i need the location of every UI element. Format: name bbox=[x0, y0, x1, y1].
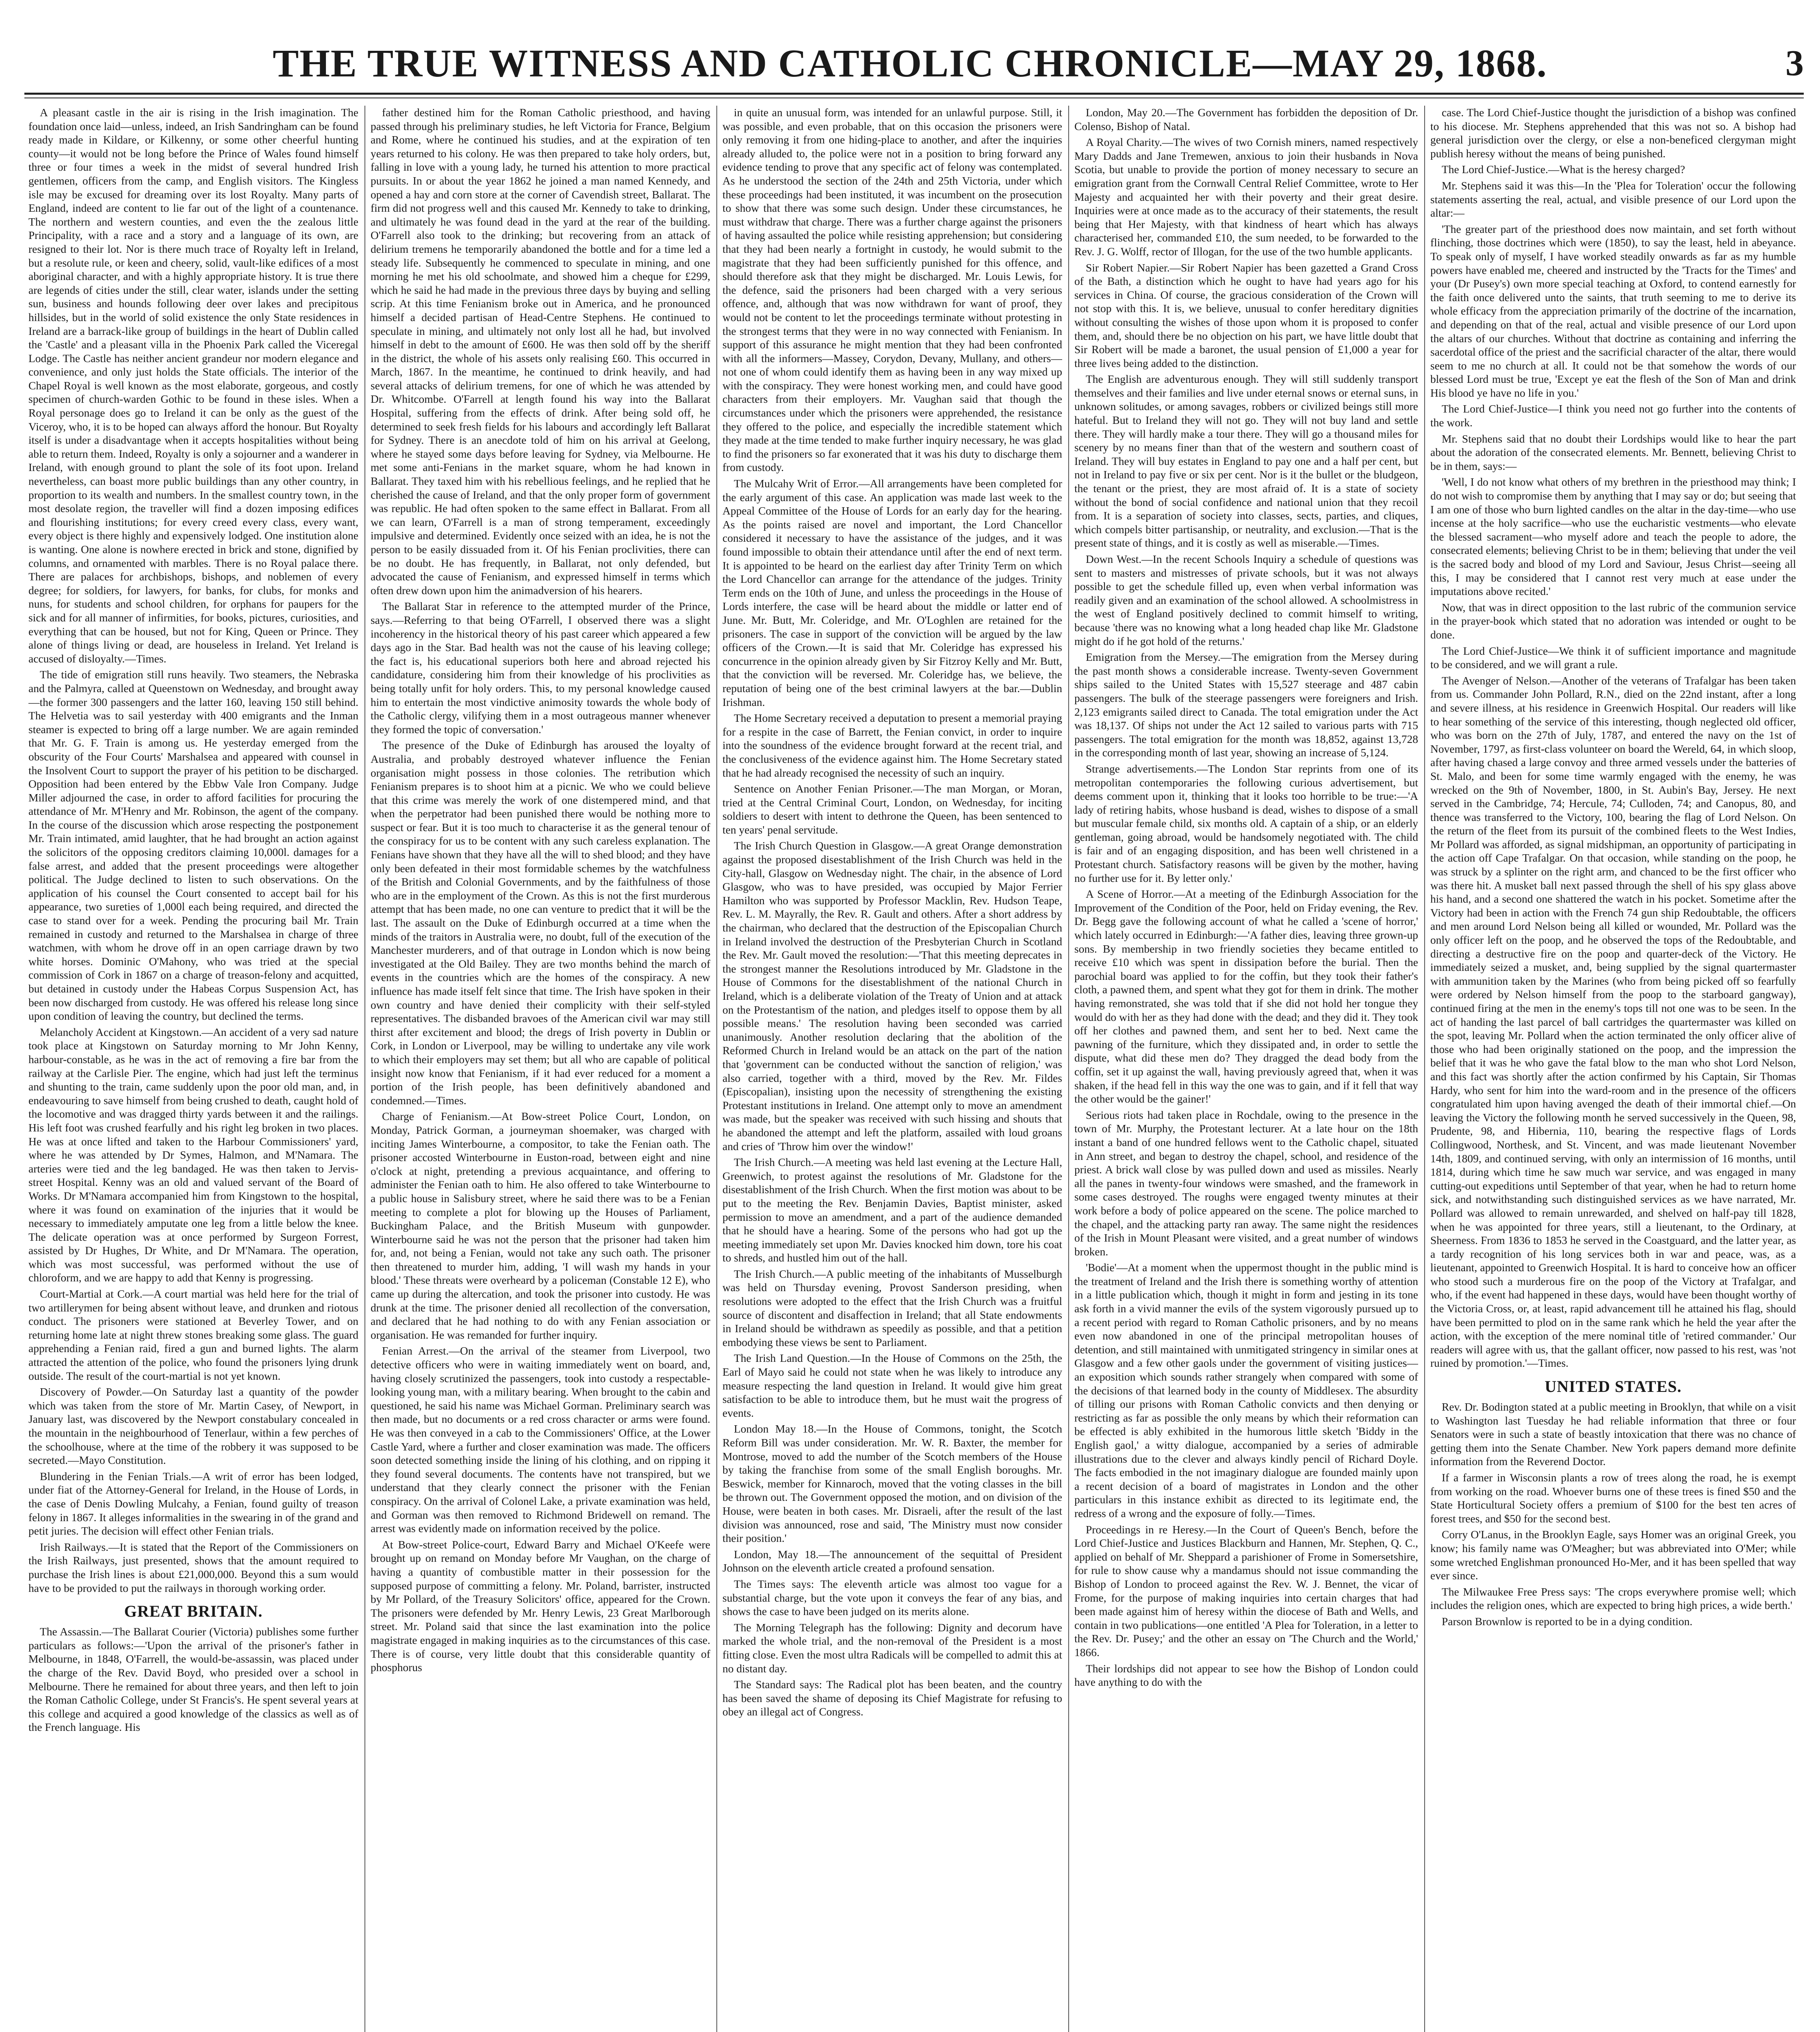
article-paragraph: in quite an unusual form, was intended for an unlawful purpose. Still, it was possible, and even probable, that on this occasion the prisoners were only removing it from one hiding-place to another, and after the inquiries already alluded to, the police were not in a position to bring forward any evidence tending to prove that any specific act of felony was contemplated. As he understood the section of the 24th and 25th Victoria, under which these proceedings had been instituted, it was incumbent on the prosecution to show that there was some such design. Under these circumstances, he must withdraw that charge. There was a further charge against the prisoners of having assaulted the police while resisting apprehension; but considering that they had been nearly a fortnight in custody, he would submit to the magistrate that they had been sufficiently punished for this offence, and should therefore ask that they might be discharged. Mr. Louis Lewis, for the defence, said the prisoners had been charged with a very serious offence, and, although that was now withdrawn for want of proof, they would not be content to let the proceedings terminate without protesting in the strongest terms that they were in no way connected with Fenianism. In support of this assurance he might mention that they had been confronted with all the informers—Massey, Corydon, Devany, Mullany, and others—not one of whom could identify them as having been in any way mixed up with the conspiracy. They were honest working men, and could have good characters from their employers. Mr. Vaughan said that though the circumstances under which the prisoners were apprehended, the resistance they offered to the police, and especially the incredible statement which they made at the time tended to make further inquiry necessary, he was glad to find the prisoners so far exonerated that it was his duty to discharge them from custody. bbox=[722, 106, 1062, 474]
article-paragraph: The Times says: The eleventh article was almost too vague for a substantial charge, but the vote upon it conveys the fear of any bias, and shows the case to have been judged on its merits alone. bbox=[722, 1577, 1062, 1618]
article-paragraph: 'The greater part of the priesthood does now maintain, and set forth without flinching, those doctrines which were (1850), to say the least, held in abeyance. To speak only of myself, I have worked steadily onwards as far as my humble powers have enabled me, cheered and instructed by the 'Tracts for the Times' and your (Dr Pusey's) own more special teaching at Oxford, to contend earnestly for the faith once delivered unto the saints, that truth seeming to me to derive its whole efficacy from the appreciation primarily of the doctrine of the incarnation, and depending on that of the real, actual and visible presence of our Lord upon the altars of our churches. Without that doctrine as containing and inferring the sacerdotal office of the priest and the sacrificial character of the altar, there would seem to me no church at all. It could not be that somehow the words of our blessed Lord must be true, 'Except ye eat the flesh of the Son of Man and drink His blood ye have no life in you.' bbox=[1430, 222, 1796, 399]
article-paragraph: The Irish Land Question.—In the House of Commons on the 25th, the Earl of Mayo said he could not state when he was likely to introduce any measure respecting the land question in Ireland. It would give him great satisfaction to be able to introduce them, but he must wait the progress of events. bbox=[722, 1352, 1062, 1419]
article-paragraph: Blundering in the Fenian Trials.—A writ of error has been lodged, under fiat of the Attorney-General for Ireland, in the House of Lords, in the case of Denis Dowling Mulcahy, a Fenian, found guilty of treason felony in 1867. It alleges informalities in the swearing in of the grand and petit juries. The decision will effect other Fenian trials. bbox=[28, 1470, 358, 1537]
article-paragraph: A pleasant castle in the air is rising in the Irish imagination. The foundation once laid—unless, indeed, an Irish Sandringham can be found ready made in Kildare, or Kilkenny, or some other cheerful hunting county—it would not be long before the Prince of Wales found himself three or four times a week in the midst of several hundred Irish gentlemen, officers from the camp, and English visitors. The Kingless isle may be excused for dreaming over its lost Royalty. Many parts of England, indeed are content to lie far out of the light of a countenance. The northern and western counties, and even the the zealous little Principality, with a race and a story and a language of its own, are resigned to their lot. Nor is there much trace of Royalty left in Ireland, but a resolute rule, or keen and cheery, solid, vault-like edifices of a most aboriginal character, and with a highly appropriate history. It is true there are legends of cities under the still, clear water, islands under the setting sun, business and hounds following deer over lakes and precipitous hillsides, but in the world of solid existence the only State residences in Ireland are a barrack-like group of buildings in the heart of Dublin called the 'Castle' and a pleasant villa in the Phoenix Park called the Viceregal Lodge. The Castle has neither ancient grandeur nor modern elegance and convenience, and only just holds the State officials. The interior of the Chapel Royal is well known as the most elaborate, gorgeous, and costly specimen of church-warden Gothic to be found in these isles. When a Royal personage does go to Ireland it can be only as the guest of the Viceroy, who, it is to be hoped can always afford the honour. But Royalty itself is under a disadvantage when it accepts hospitalities without being able to return them. Indeed, Royalty is only a sojourner and a wanderer in Ireland, with enough ground to plant the sole of its foot upon. Ireland nevertheless, can boast more public buildings than any other country, in proportion to its wealth and numbers. In the smallest country town, in the most desolate region, the traveller will find a dozen imposing edifices and flourishing institutions; for every creed every class, every want, every object is there highly and expensively lodged. One institution alone is wanting. One alone is nowhere erected in brick and stone, dignified by columns, and ornamented with marbles. There is no Royal palace there. There are palaces for archbishops, bishops, and noblemen of every degree; for soldiers, for lawyers, for banks, for clubs, for monks and nuns, for students and school children, for orphans for paupers for the sick and for all manner of infirmities, for books, pictures, curiosities, and everything that can be housed, but not for King, Queen or Prince. They alone of things living or dead, are houseless in Ireland. Yet Ireland is accused of disloyalty.—Times. bbox=[28, 106, 358, 665]
article-paragraph: 'Well, I do not know what others of my brethren in the priesthood may think; I do not wish to compromise them by anything that I may say or do; but seeing that I am one of those who burn lighted candles on the altar in the day-time—who use incense at the holy sacrifice—who use the eucharistic vestments—who elevate the blessed sacrament—who myself adore and teach the people to adore, the consecrated elements; believing Christ to be in them; believing that under the veil is the sacred body and blood of my Lord and Saviour, Jesus Christ—seeing all this, I may be considered that I cannot rest very much at ease under the imputations above recited.' bbox=[1430, 475, 1796, 598]
article-paragraph: London, May 18.—The announcement of the sequittal of President Johnson on the eleventh article created a profound sensation. bbox=[722, 1548, 1062, 1574]
column-divider bbox=[1424, 106, 1425, 2032]
article-paragraph: Strange advertisements.—The London Star reprints from one of its metropolitan contemporaries the following curious advertisement, but deems comment upon it, thinking that it looks too horrible to be true:—'A lady of retiring habits, whose husband is dead, wishes to dispose of a small but muscular female child, six months old. A captain of a ship, or an elderly gentleman, going abroad, would be handsomely negotiated with. The child is fair and of an engaging disposition, and has been well christened in a Protestant church. Satisfactory reasons will be given by the mother, having no further use for it. By letter only.' bbox=[1074, 762, 1418, 884]
article-paragraph: The Lord Chief-Justice—I think you need not go further into the contents of the work. bbox=[1430, 402, 1796, 429]
article-paragraph: The Standard says: The Radical plot has been beaten, and the country has been saved the shame of deposing its Chief Magistrate for refusing to obey an illegal act of Congress. bbox=[722, 1678, 1062, 1718]
article-paragraph: The Assassin.—The Ballarat Courier (Victoria) publishes some further particulars as follows:—'Upon the arrival of the prisoner's father in Melbourne, in 1848, O'Farrell, the would-be-assassin, was placed under the charge of the Rev. David Boyd, who presided over a school in Melbourne. There he remained for about three years, and then left to join the Roman Catholic College, under St Francis's. He spent several years at this college and acquired a good knowledge of the classics as well as of the French language. His bbox=[28, 1625, 358, 1734]
article-paragraph: The Morning Telegraph has the following: Dignity and decorum have marked the whole trial, and the non-removal of the President is a most fitting close. Even the most ultra Radicals will be compelled to admit this at no distant day. bbox=[722, 1621, 1062, 1675]
article-paragraph: Serious riots had taken place in Rochdale, owing to the presence in the town of Mr. Murphy, the Protestant lecturer. At a late hour on the 18th instant a band of one hundred fellows went to the Catholic chapel, situated in Ann street, and began to destroy the chapel, school, and residence of the priest. A brick wall close by was pulled down and used as missiles. Nearly all the panes in twenty-four windows were smashed, and the framework in some cases destroyed. The roughs were engaged twenty minutes at their work before a body of police appeared on the scene. The police marched to the chapel, and the attacking party ran away. The same night the residences of the Irish in Mount Pleasant were visited, and a great number of windows broken. bbox=[1074, 1108, 1418, 1258]
article-paragraph: At Bow-street Police-court, Edward Barry and Michael O'Keefe were brought up on remand on Monday before Mr Vaughan, on the charge of having a quantity of combustible matter in their possession for the supposed purpose of committing a felony. Mr. Poland, barrister, instructed by Mr Pollard, of the Treasury Solicitors' office, appeared for the Crown. The prisoners were defended by Mr. Henry Lewis, 23 Great Marlborough street. Mr. Poland said that since the last examination into the police magistrate engaged in making inquiries as to the circumstances of this case. There is of course, very little doubt that this considerable quantity of phosphorus bbox=[371, 1538, 710, 1674]
article-paragraph: Melancholy Accident at Kingstown.—An accident of a very sad nature took place at Kingstown on Saturday morning to Mr John Kenny, harbour-constable, as he was in the act of removing a fire bar from the railway at the Carlisle Pier. The engine, which had just left the terminus and shunting to the train, came suddenly upon the poor old man, and, in endeavouring to save himself from being crushed to death, caught hold of the locomotive and was dragged thirty yards between it and the railings. His left foot was crushed fearfully and his right leg broken in two places. He was at once lifted and taken to the Harbour Commissioners' yard, where he was attended by Dr Symes, Halmon, and M'Namara. The arteries were tied and the leg bandaged. He was then taken to Jervis-street Hospital. Kenny was an old and valued servant of the Board of Works. Dr M'Namara accompanied him from Kingstown to the hospital, where it was found on examination of the injuries that it would be necessary to immediately amputate one leg from a little below the knee. The delicate operation was at once performed by Surgeon Forrest, assisted by Dr Hughes, Dr White, and Dr M'Namara. The operation, which was most successful, was performed without the use of chloroform, and we are happy to add that Kenny is progressing. bbox=[28, 1025, 358, 1284]
article-paragraph: London, May 20.—The Government has forbidden the deposition of Dr. Colenso, Bishop of Natal. bbox=[1074, 106, 1418, 132]
article-paragraph: The Ballarat Star in reference to the attempted murder of the Prince, says.—Referring to that being O'Farrell, I observed there was a slight incoherency in the historical theory of his past career which appeared a few days ago in the Star. Bad health was not the cause of his leaving college; the fact is, his educational superiors both here and abroad rejected his candidature, considering him from their knowledge of his proclivities as being totally unfit for holy orders. This, to my personal knowledge caused him to entertain the most vindictive animosity towards the whole body of the Catholic clergy, vilifying them in a most outrageous manner whenever they formed the topic of conversation.' bbox=[371, 600, 710, 736]
article-paragraph: 'Bodie'—At a moment when the uppermost thought in the public mind is the treatment of Ireland and the Irish there is something worthy of attention in a little publication which, though it might in form and jesting in its tone ask forth in a vivid manner the evils of the system vigorously pursued up to a recent period with regard to Roman Catholic prisoners, and by no means even now abandoned in one of the principal metropolitan houses of detention, and still maintained with unmitigated stringency in similar ones at Glasgow and a few other gaols under the government of visiting justices—an exposition which sounds rather strangely when compared with some of the decisions of that learned body in the county of Middlesex. The absurdity of tilling our prisons with Roman Catholic convicts and then denying or restricting as far as possible the only means by which their reformation can be effected is ably exhibited in the humorous little sketch 'Biddy in the English gaol,' a witty dialogue, accompanied by a series of admirable illustrations due to the clever and always kindly pencil of Richard Doyle. The facts embodied in the not imaginary dialogue are founded mainly upon a recent decision of a board of magistrates in London and the other particulars in this instance exhibit as directed to its legitimate end, the redress of a wrong and the exposure of folly.—Times. bbox=[1074, 1261, 1418, 1520]
article-paragraph: case. The Lord Chief-Justice thought the jurisdiction of a bishop was confined to his diocese. Mr. Stephens apprehended that this was not so. A bishop had general jurisdiction over the clergy, or else a non-beneficed clergyman might publish heresy without the means of being punished. bbox=[1430, 106, 1796, 160]
article-paragraph: Corry O'Lanus, in the Brooklyn Eagle, says Homer was an original Greek, you know; his family name was O'Meagher; but was abbreviated into O'Mer; while some wretched Englishman pronounced Ho-Mer, and it has been spelled that way ever since. bbox=[1430, 1528, 1796, 1582]
column-1 bbox=[28, 106, 358, 2032]
article-paragraph: The tide of emigration still runs heavily. Two steamers, the Nebraska and the Palmyra, called at Queenstown on Wednesday, and brought away—the former 300 passengers and the latter 160, leaving 150 still behind. The Helvetia was to sail yesterday with 400 emigrants and the Inman steamer is expected to bring off a large number. We are again reminded that Mr. G. F. Train is among us. He yesterday emerged from the obscurity of the Four Courts' Marshalsea and appeared with counsel in the Insolvent Court to support the prayer of his petition to be discharged. Opposition had been entered by the Ebbw Vale Iron Company. Judge Miller adjourned the case, in order to afford facilities for procuring the attendance of Mr. M'Henry and Mr. Robinson, the agent of the company. In the course of the discussion which arose respecting the postponement Mr. Train intimated, amid laughter, that he had brought an action against the solicitors of the opposing creditors claiming 10,000l. damages for a false arrest, and added that the present proceedings were altogether political. The Judge declined to listen to such observations. On the application of his counsel the Court consented to accept bail for his appearance, two sureties of 1,000l each being required, and directed the case to stand over for a week. Pending the procuring bail Mr. Train remained in custody and returned to the Marshalsea in charge of three watchmen, with whom he drove off in an open carriage drawn by two white horses. Dominic O'Mahony, who was tried at the special commission of Cork in 1867 on a charge of treason-felony and acquitted, but detained in custody under the Habeas Corpus Suspension Act, has been now discharged from custody. He was offered his release long since upon condition of leaving the country, but declined the terms. bbox=[28, 668, 358, 1023]
article-paragraph: Charge of Fenianism.—At Bow-street Police Court, London, on Monday, Patrick Gorman, a journeyman shoemaker, was charged with inciting James Winterbourne, a compositor, to take the Fenian oath. The prisoner accosted Winterbourne in Euston-road, between eight and nine o'clock at night, pretending a previous acquaintance, and offering to administer the Fenian oath to him. He also offered to take Winterbourne to a public house in Salisbury street, where he said there was to be a Fenian meeting to complete a plot for blowing up the Houses of Parliament, Buckingham Palace, and the British Museum with gunpowder. Winterbourne said he was not the person that the prisoner had taken him for, and, not being a Fenian, would not take any such oath. The prisoner then threatened to murder him, adding, 'I will wash my hands in your blood.' These threats were overheard by a policeman (Constable 12 E), who came up during the altercation, and took the prisoner into custody. He was drunk at the time. The prisoner denied all recollection of the conversation, and declared that he had nothing to do with any Fenian association or organisation. He was remanded for further inquiry. bbox=[371, 1110, 710, 1341]
article-paragraph: Discovery of Powder.—On Saturday last a quantity of the powder which was taken from the store of Mr. Martin Casey, of Newport, in January last, was discovered by the Newport constabulary concealed in the mountain in the neighbourhood of Tenerlaur, within a few perches of the schoolhouse, where at the time of the robbery it was supposed to be secreted.—Mayo Constitution. bbox=[28, 1385, 358, 1467]
article-paragraph: The Irish Church Question in Glasgow.—A great Orange demonstration against the proposed disestablishment of the Irish Church was held in the City-hall, Glasgow on Wednesday night. The chair, in the absence of Lord Glasgow, who was to have presided, was occupied by Major Ferrier Hamilton who was supported by Professor Macklin, Rev. Hudson Teape, Rev. L. M. Mayrally, the Rev. R. Gault and others. After a short address by the chairman, who declared that the destruction of the Episcopalian Church in Ireland involved the destruction of the Presbyterian Church in Scotland the Rev. Mr. Gault moved the resolution:—'That this meeting deprecates in the strongest manner the Resolutions introduced by Mr. Gladstone in the House of Commons for the disestablishment of the national Church in Ireland, which is a deliberate violation of the Treaty of Union and at attack on the Protestantism of the nation, and pledges itself to oppose them by all possible means.' The resolution having been seconded was carried unanimously. Another resolution declaring that the abolition of the Reformed Church in Ireland would be an attack on the part of the nation that 'government can be conducted without the sanction of religion,' was also carried, together with a third, moved by the Rev. Mr. Fildes (Episcopalian), insisting upon the necessity of strengthening the existing Protestant institutions in Ireland. One attempt only to move an amendment was made, but the speaker was received with such hissing and shouts that he abandoned the attempt and left the platform, assailed with loud groans and cries of 'Throw him over the window!' bbox=[722, 839, 1062, 1153]
article-paragraph: The Milwaukee Free Press says: 'The crops everywhere promise well; which includes the religion ones, which are expected to bring high prices, a wide berth.' bbox=[1430, 1585, 1796, 1612]
article-paragraph: The Avenger of Nelson.—Another of the veterans of Trafalgar has been taken from us. Commander John Pollard, R.N., died on the 22nd instant, after a long and severe illness, at his residence in Greenwich Hospital. Our readers will like to hear something of the service of this interesting, though neglected old officer, who was born on the 27th of July, 1787, and entered the navy on the 1st of November, 1797, as first-class volunteer on board the Wereld, 64, in which sloop, after having chased a large convoy and three armed vessels under the batteries of St. Malo, and been for some time warmly engaged with the enemy, he was wrecked on the 9th of November, 1800, in St. Aubin's Bay, Jersey. He next served in the Cambridge, 74; Hercule, 74; Culloden, 74; and Canopus, 80, and thence was transferred to the Victory, 100, bearing the flag of Lord Nelson. On the return of the fleet from its pursuit of the combined fleets to the West Indies, Mr Pollard was afforded, as signal midshipman, an opportunity of participating in the action off Cape Trafalgar. On that occasion, while standing on the poop, he was struck by a splinter on the right arm, and chanced to be the first officer who was there hit. A musket ball next passed through the shell of his spy glass above his hand, and a second one shattered the watch in his pocket. Sometime after the Victory had been in action with the French 74 gun ship Redoubtable, the officers and men around Lord Nelson being all killed or wounded, Mr. Pollard was the only officer left on the poop, and he observed the tops of the Redoubtable, and directing a destructive fire on the poop and quarter-deck of the Victory. He immediately seized a musket, and, being supplied by the signal quartermaster with ammunition taken by the Marines (who from being picked off so fearfully were ordered by Nelson himself from the poop to the starboard gangway), continued firing at the men in the enemy's tops till not one was to be seen. In the act of handing the last parcel of ball cartridges the quartermaster was killed on the spot, leaving Mr. Pollard when the action terminated the only officer alive of those who had been originally stationed on the poop, and the impression the belief that it was he who gave the fatal blow to the man who shot Lord Nelson, and this fact was shortly after the action confirmed by his Captain, Sir Thomas Hardy, who sent for him into the ward-room and in the presence of the officers congratulated him upon having avenged the death of their immortal chief.—On leaving the Victory the following month he served successively in the Queen, 98, Prudente, 98, and Hibernia, 110, bearing the respective flags of Lords Collingwood, Northesk, and St. Vincent, and was made lieutenant November 14th, 1809, and continued serving, with only an intermission of 16 months, until 1814, during which time he saw much war service, and was engaged in many cutting-out expeditions until September of that year, when he had to return home sick, and notwithstanding such distinguished services as we have narrated, Mr. Pollard was allowed to remain unrewarded, and shelved on half-pay till 1828, when he was appointed for three years, still a lieutenant, to the Ordinary, at Sheerness. From 1836 to 1853 he served in the Coastguard, and the latter year, as a tardy recognition of his long services both in war and peace, was, as a lieutenant, appointed to Greenwich Hospital. It is hard to conceive how an officer who stood such a murderous fire on the poop of the Victory at Trafalgar, and who, if the event had happened in these days, would have been thought worthy of the Victoria Cross, or, at least, rapid advancement till he attained his flag, should have been permitted to plod on in the same rank which he held the year after the action, with the exception of the mere nominal title of 'retired commander.' Our readers will agree with us, that the gallant officer, now passed to his rest, was 'not ruined by promotion.'—Times. bbox=[1430, 674, 1796, 1370]
article-paragraph: Sir Robert Napier.—Sir Robert Napier has been gazetted a Grand Cross of the Bath, a distinction which he ought to have had years ago for his services in China. Of course, the gracious consideration of the Crown will not stop with this. It is, we believe, unusual to confer hereditary dignities without consulting the wishes of those upon whom it is proposed to confer them, and, should there be no objection on his part, we have little doubt that Sir Robert will be made a baronet, the usual pension of £1,000 a year for three lives being added to the distinction. bbox=[1074, 261, 1418, 369]
article-paragraph: Parson Brownlow is reported to be in a dying condition. bbox=[1442, 1615, 1693, 1628]
column-4 bbox=[1074, 106, 1418, 2032]
column-divider bbox=[364, 106, 365, 2032]
section-heading: GREAT BRITAIN. bbox=[124, 1602, 263, 1621]
article-paragraph: Sentence on Another Fenian Prisoner.—The man Morgan, or Moran, tried at the Central Criminal Court, London, on Wednesday, for inciting soldiers to desert with intent to dethrone the Queen, has been sentenced to ten years' penal servitude. bbox=[722, 782, 1062, 836]
article-paragraph: father destined him for the Roman Catholic priesthood, and having passed through his preliminary studies, he left Victoria for France, Belgium and Rome, where he continued his studies, and at the expiration of ten years returned to his colony. He was then prepared to take holy orders, but, falling in love with a young lady, he turned his attention to more practical pursuits. In or about the year 1862 he joined a man named Kennedy, and opened a hay and corn store at the corner of Cavendish street, Ballarat. The firm did not progress well and this caused Mr. Kennedy to take to drinking, and ultimately he was found dead in the yard at the rear of the building. O'Farrell also took to the drinking; but recovering from an attack of delirium tremens he temporarily abandoned the bottle and for a time led a steady life. Subsequently he commenced to speculate in mining, and one morning he met his old schoolmate, and showed him a cheque for £299, which he said he had made in the previous three days by buying and selling scrip. At this time Fenianism broke out in America, and he pronounced himself a decided partisan of Head-Centre Stephens. He continued to speculate in mining, and ultimately not only lost all he had, but involved himself in debt to the amount of £600. He was then sold off by the sheriff in the district, the whole of his assets only realising £60. This occurred in March, 1867. In the meantime, he continued to drink heavily, and had several attacks of delirium tremens, for one of which he was attended by Dr. Whitcombe. O'Farrell at length found his way into the Ballarat Hospital, suffering from the effects of drink. After being sold off, he determined to seek fresh fields for his labours and accordingly left Ballarat for Sydney. There is an anecdote told of him on his arrival at Geelong, where he stayed some days before leaving for Sydney, via Melbourne. He met some anti-Fenians in the market square, whom he had known in Ballarat. They taxed him with his rebellious feelings, and he replied that he cherished the cause of Ireland, and that the only proper form of government was republic. He had often spoken to the same effect in Ballarat. From all we can learn, O'Farrell is a man of strong temperament, exceedingly impulsive and determined. Evidently once seized with an idea, he is not the person to be easily dissuaded from it. Of his Fenian proclivities, there can be no doubt. He has frequently, in Ballarat, not only defended, but advocated the cause of Fenianism, and expressed himself in terms which often drew down upon him the animadversion of his hearers. bbox=[371, 106, 710, 597]
masthead-rule bbox=[24, 93, 1804, 95]
article-paragraph: London May 18.—In the House of Commons, tonight, the Scotch Reform Bill was under consideration. Mr. W. R. Baxter, the member for Montrose, moved to add the number of the Scotch members of the House by taking the franchise from some of the small English boroughs. Mr. Beswick, member for Kinnaroch, moved that the voting classes in the bill be thrown out. The Government opposed the motion, and on division of the House, were beaten in both cases. Mr. Disraeli, after the result of the last division was announced, rose and said, 'The Ministry must now consider their position.' bbox=[722, 1422, 1062, 1545]
article-paragraph: Court-Martial at Cork.—A court martial was held here for the trial of two artillerymen for being absent without leave, and drunken and riotous conduct. The prisoners were stationed at Beverley Tower, and on returning home late at night threw stones breaking some glass. The guard apprehending a Fenian raid, fired a gun and burned lights. The alarm attracted the attention of the police, who found the prisoners lying drunk outside. The result of the court-martial is not yet known. bbox=[28, 1287, 358, 1382]
page-number: 3 bbox=[1785, 43, 1804, 83]
article-paragraph: Down West.—In the recent Schools Inquiry a schedule of questions was sent to masters and mistresses of private schools, but it was not always possible to get the schedule filled up, even when verbal information was readily given and an examination of the school allowed. A schoolmistress in the west of England positively declined to commit himself to writing, because 'there was no knowing what a long headed chap like Mr. Gladstone might do if he got hold of the returns.' bbox=[1074, 553, 1418, 647]
article-paragraph: A Scene of Horror.—At a meeting of the Edinburgh Association for the Improvement of the Condition of the Poor, held on Friday evening, the Rev. Dr. Begg gave the following account of what he called a 'scene of horror,' which lately occurred in Edinburgh:—'A father dies, leaving three grown-up sons. By membership in two friendly societies they became entitled to receive £10 which was spent in dissipation before the burial. Then the parochial board was applied to for the coffin, but they took their father's cloth, a pawned them, and spent what they got for them in drink. The mother having remonstrated, she was told that if she did not hold her tongue they would do with her as they had done with the dead; and they did it. They took off her clothes and pawned them, and sent her to bed. Next came the pawning of the furniture, which they dissipated and, in order to settle the dispute, what did these men do? They dragged the dead body from the coffin, set it up against the wall, having previously agreed that, when it was shaken, if the head fell in this way the one was to gain, and if it fell that way the other would be the gainer!' bbox=[1074, 888, 1418, 1105]
article-paragraph: Rev. Dr. Bodington stated at a public meeting in Brooklyn, that while on a visit to Washington last Tuesday he had reliable information that three or four Senators were in such a state of beastly intoxication that there was no chance of getting them into the Senate Chamber. New York papers demand more definite information from the Reverend Doctor. bbox=[1430, 1400, 1796, 1468]
article-paragraph: The Irish Church.—A public meeting of the inhabitants of Musselburgh was held on Thursday evening, Provost Sanderson presiding, when resolutions were adopted to the effect that the Irish Church was a fruitful source of discontent and disaffection in Ireland; that all State endowments in Ireland should be withdrawn as speedily as possible, and that a petition embodying these views be sent to Parliament. bbox=[722, 1267, 1062, 1348]
article-paragraph: The Irish Church.—A meeting was held last evening at the Lecture Hall, Greenwich, to protest against the resolutions of Mr. Gladstone for the disestablishment of the Irish Church. When the first motion was about to be put to the meeting the Rev. Benjamin Davies, Baptist minister, asked permission to move an amendment, and a part of the audience demanded that he should have a hearing. Some of the persons who had got up the meeting immediately set upon Mr. Davies knocked him down, tore his coat to shreds, and hustled him out of the hall. bbox=[722, 1156, 1062, 1264]
article-paragraph: The English are adventurous enough. They will still suddenly transport themselves and their families and live under eternal snows or eternal suns, in unknown solitudes, or among savages, robbers or civilized beings still more hateful. But to Ireland they will not go. They will not buy land and settle there. They will hardly make a tour there. They will go a thousand miles for scenery by no means finer than that of the western and southern coast of Ireland. They will buy estates in England to pay one and a half per cent, but not in Ireland to pay five or six per cent. Nor is it the bullet or the bludgeon, the tenant or the priest, they are most afraid of. It is a state of society without the bond of social confidence and national union that they recoil from. It is a separation of society into classes, sects, parties, and cliques, which compels bitter partisanship, or neutrality, and exclusion.—That is the present state of things, and it is costly as well as miserable.—Times. bbox=[1074, 373, 1418, 549]
article-paragraph: Irish Railways.—It is stated that the Report of the Commissioners on the Irish Railways, just presented, shows that the amount required to purchase the Irish lines is about £21,000,000. Beyond this a sum would have to be provided to put the railways in thorough working order. bbox=[28, 1540, 358, 1594]
column-2 bbox=[371, 106, 710, 2032]
article-paragraph: The Home Secretary received a deputation to present a memorial praying for a respite in the case of Barrett, the Fenian convict, in order to inquire into the soundness of the evidence brought forward at the recent trial, and the conclusiveness of the evidence against him. The Home Secretary stated that he had already recognised the necessity of such an inquiry. bbox=[722, 712, 1062, 779]
article-paragraph: Proceedings in re Heresy.—In the Court of Queen's Bench, before the Lord Chief-Justice and Justices Blackburn and Hannen, Mr. Stephen, Q. C., applied on behalf of Mr. Sheppard a parishioner of Frome in Somersetshire, for rule to show cause why a mandamus should not issue commanding the Bishop of London to proceed against the Rev. W. J. Bennet, the vicar of Frome, for the purpose of making inquiries into certain charges that had been made against him of heresy within the diocese of Bath and Wells, and contain in two publications—one entitled 'A Plea for Toleration, in a letter to the Rev. Dr. Pusey;' and the other an essay on 'The Church and the World,' 1866. bbox=[1074, 1523, 1418, 1659]
column-divider bbox=[1068, 106, 1069, 2032]
article-paragraph: Their lordships did not appear to see how the Bishop of London could have anything to do with the bbox=[1074, 1662, 1418, 1689]
column-divider bbox=[716, 106, 717, 2032]
masthead bbox=[16, 39, 1804, 87]
article-paragraph: The Lord Chief-Justice—We think it of sufficient importance and magnitude to be considered, and we will grant a rule. bbox=[1430, 644, 1796, 671]
column-3 bbox=[722, 106, 1062, 2032]
article-paragraph: The presence of the Duke of Edinburgh has aroused the loyalty of Australia, and probably destroyed whatever influence the Fenian organisation might possess in those colonies. The retribution which Fenianism prepares is to shoot him at a picnic. We who we could believe that this crime was merely the work of one distempered mind, and that when the perpetrator had been punished there would be nothing more to suspect or fear. But it is too much to characterise it as the general tenour of the conspiracy for us to be content with any such careless explanation. The Fenians have shown that they have all the will to shed blood; and they have only been defeated in their most formidable schemes by the watchfulness of the British and Colonial Governments, and by the faithfulness of those who are in the employment of the Crown. As this is not the first murderous attempt that has been made, no one can venture to predict that it will be the last. The assault on the Duke of Edinburgh occurred at a time when the minds of the traitors in Australia were, no doubt, full of the execution of the Manchester murderers, and of that outrage in London which is now being investigated at the Old Bailey. They are two months behind the march of events in the countries which are the homes of the conspiracy. A new influence has made itself felt since that time. The Irish have spoken in their own country and have denied their complicity with their self-styled representatives. The disbanded bravoes of the American civil war may still thirst after excitement and blood; the dregs of Irish poverty in Dublin or Cork, in London or Liverpool, may be willing to undertake any vile work to which their employers may set them; but all who are capable of political insight now know that Fenianism, if it had ever reduced for a moment a portion of the Irish people, has been definitively abandoned and condemned.—Times. bbox=[371, 739, 710, 1107]
article-paragraph: The Mulcahy Writ of Error.—All arrangements have been completed for the early argument of this case. An application was made last week to the Appeal Committee of the House of Lords for an early day for the hearing. As the points raised are novel and important, the Lord Chancellor considered it necessary to have the assistance of the judges, and it was found impossible to obtain their attendance until after the end of next term. It is appointed to be heard on the earliest day after Trinity Term on which the Lord Chancellor can arrange for the attendance of the judges. Trinity Term ends on the 10th of June, and unless the proceedings in the House of Lords interfere, the case will be heard about the middle or latter end of June. Mr. Butt, Mr. Coleridge, and Mr. O'Loghlen are retained for the prisoners. The case in support of the conviction will be argued by the law officers of the Crown.—It is said that Mr. Coleridge has expressed his concurrence in the opinion already given by Sir Fitzroy Kelly and Mr. Butt, that the conviction will be reversed. Mr. Coleridge has, we believe, the reputation of being one of the best criminal lawyers at the bar.—Dublin Irishman. bbox=[722, 477, 1062, 708]
article-paragraph: Now, that was in direct opposition to the last rubric of the communion service in the prayer-book which stated that no adoration was intended or ought to be done. bbox=[1430, 601, 1796, 641]
article-paragraph: Fenian Arrest.—On the arrival of the steamer from Liverpool, two detective officers who were in waiting immediately went on board, and, having closely scrutinized the passengers, took into custody a respectable-looking young man, with a military bearing. When brought to the cabin and questioned, he said his name was Michael Gorman. Preliminary search was then made, but no documents or a red cross character or arms were found. He was then conveyed in a cab to the Commissioners' Office, at the Lower Castle Yard, where a further and closer examination was made. The officers soon detected something inside the lining of his clothing, and on ripping it they found several documents. The contents have not transpired, but we understand that they clearly connect the prisoner with the Fenian conspiracy. On the arrival of Colonel Lake, a private examination was held, and Gorman was then removed to Richmond Bridewell on remand. The arrest was evidently made on information received by the police. bbox=[371, 1344, 710, 1535]
article-paragraph: If a farmer in Wisconsin plants a row of trees along the road, he is exempt from working on the road. Whoever burns one of these trees is fined $50 and the State Horticultural Society offers a premium of $100 for the best ten acres of forest trees, and $50 for the second best. bbox=[1430, 1471, 1796, 1525]
article-paragraph: Mr. Stephens said that no doubt their Lordships would like to hear the part about the adoration of the consecrated elements. Mr. Bennett, believing Christ to be in them, says:— bbox=[1430, 432, 1796, 472]
article-paragraph: A Royal Charity.—The wives of two Cornish miners, named respectively Mary Dadds and Jane Tremewen, anxious to join their husbands in Nova Scotia, but unable to provide the portion of money necessary to secure an emigration grant from the Cornwall Central Relief Committee, wrote to Her Majesty and acquainted her with their poverty and their great desire. Inquiries were at once made as to the accuracy of their statements, the result being that Her Majesty, with that kindness of heart which has always characterised her, commanded £10, the sum needed, to be forwarded to the Rev. J. G. Wolff, rector of Illogan, for the use of the two humble applicants. bbox=[1074, 136, 1418, 258]
article-paragraph: Mr. Stephens said it was this—In the 'Plea for Toleration' occur the following statements asserting the real, actual, and visible presence of our Lord upon the altar:— bbox=[1430, 179, 1796, 219]
newspaper-title: THE TRUE WITNESS AND CATHOLIC CHRONICLE—MAY 29, 1868. bbox=[273, 41, 1547, 85]
article-paragraph: The Lord Chief-Justice.—What is the heresy charged? bbox=[1442, 163, 1685, 176]
article-paragraph: Emigration from the Mersey.—The emigration from the Mersey during the past month shows a considerable increase. Twenty-seven Government ships sailed to the United States with 15,527 steerage and 487 cabin passengers. The bulk of the steerage passengers were foreigners and Irish. 2,123 emigrants sailed direct to Canada. The total emigration under the Act was 18,137. Of ships not under the Act 12 sailed to various parts with 715 passengers. The total emigration for the month was 18,852, against 13,728 in the corresponding month of last year, showing an increase of 5,124. bbox=[1074, 651, 1418, 759]
column-5 bbox=[1430, 106, 1796, 2032]
section-heading: UNITED STATES. bbox=[1545, 1377, 1682, 1396]
